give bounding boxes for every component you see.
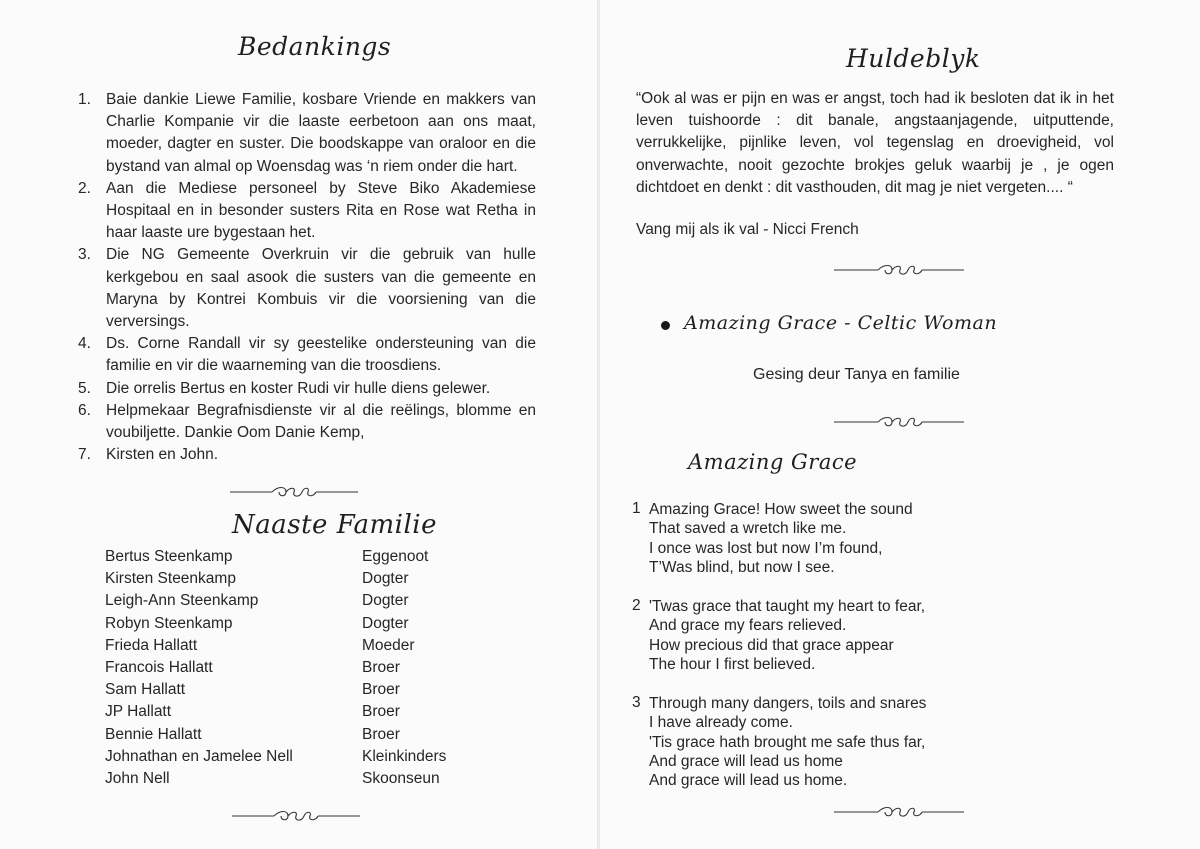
tribute-quote: “Ook al was er pijn en was er angst, toch had ik besloten dat ik in het leven tuishoorde : dit banale, angstaanjagende, uitputtende, verrukkelijke, pijnlike leven, vol tegenslag en droevigheid, vol onverwachte, nooit gezochte brokjes geluk waarbij je , je ogen dichtdoet en denkt : dit vasthouden, dit mag je niet vergeten.... “ xyxy=(636,90,1114,196)
verse-line: 'Twas grace that taught my heart to fear, xyxy=(649,598,926,615)
family-relation: Skoonseun xyxy=(362,769,440,787)
thanks-number: 1. xyxy=(78,91,91,108)
verse-number: 1 xyxy=(632,500,641,517)
family-name: Francois Hallatt xyxy=(105,658,213,676)
thanks-text: Baie dankie Liewe Familie, kosbare Vriende en makkers van Charlie Kompanie vir die laaste eerbetoon aan ons maat, moeder, dagter en suster. Die boodskappe van oraloor en die bystand van almal op Woensdag was ‘n riem onder die hart. xyxy=(106,91,536,175)
family-relation: Eggenoot xyxy=(362,548,429,565)
family-name: Bennie Hallatt xyxy=(105,725,202,743)
verse-line: And grace will lead us home. xyxy=(649,772,848,790)
thanks-number: 7. xyxy=(78,446,91,464)
table-row xyxy=(105,726,446,748)
scroll-divider-ornament xyxy=(832,262,966,278)
thanks-item xyxy=(78,89,536,178)
table-row xyxy=(105,703,446,725)
family-title: Naaste Familie xyxy=(232,510,437,540)
song-title: Amazing Grace - Celtic Woman xyxy=(684,312,998,334)
quote-source: Vang mij als ik val - Nicci French xyxy=(636,221,859,238)
scroll-divider-ornament xyxy=(230,808,362,824)
family-table xyxy=(105,548,446,792)
table-row xyxy=(105,615,446,637)
huldeblyk-title: Huldeblyk xyxy=(846,44,981,73)
family-relation: Broer xyxy=(362,658,400,676)
family-relation: Moeder xyxy=(362,636,415,654)
family-relation: Broer xyxy=(362,681,400,699)
family-relation: Broer xyxy=(362,703,400,721)
thanks-number: 6. xyxy=(78,401,91,419)
table-row xyxy=(105,681,446,703)
verse-line: The hour I first believed. xyxy=(649,655,816,673)
thanks-number: 2. xyxy=(78,179,91,197)
family-name: Johnathan en Jamelee Nell xyxy=(105,747,293,765)
thanks-item xyxy=(78,244,536,333)
bullet-icon xyxy=(661,321,670,330)
family-name: Bertus Steenkamp xyxy=(105,548,233,565)
hymn-verse xyxy=(632,597,992,674)
thanks-number: 5. xyxy=(78,379,91,397)
family-relation: Dogter xyxy=(362,592,409,610)
thanks-text: Kirsten en John. xyxy=(106,446,219,464)
verse-line: T’Was blind, but now I see. xyxy=(649,558,835,576)
left-page xyxy=(0,0,597,849)
verse-number: 3 xyxy=(632,694,641,711)
thanks-number: 4. xyxy=(78,335,91,353)
table-row xyxy=(105,570,446,592)
scroll-divider-ornament xyxy=(832,804,966,820)
thanks-item xyxy=(78,444,536,466)
verse-line: Amazing Grace! How sweet the sound xyxy=(649,501,913,518)
family-relation: Dogter xyxy=(362,614,409,632)
thanks-number: 3. xyxy=(78,246,91,264)
family-name: Frieda Hallatt xyxy=(105,636,198,654)
verse-number: 2 xyxy=(632,597,641,614)
family-name: Kirsten Steenkamp xyxy=(105,570,236,588)
scroll-divider-ornament xyxy=(228,484,360,500)
thanks-list xyxy=(78,89,536,466)
family-relation: Kleinkinders xyxy=(362,747,447,765)
family-relation: Dogter xyxy=(362,570,409,588)
table-row xyxy=(105,748,446,770)
thanks-item xyxy=(78,378,536,400)
hymn-verse xyxy=(632,500,992,577)
family-name: John Nell xyxy=(105,769,170,787)
table-row xyxy=(105,637,446,659)
table-row xyxy=(105,770,446,792)
family-name: Robyn Steenkamp xyxy=(105,614,233,632)
table-row xyxy=(105,548,446,570)
thanks-text: Ds. Corne Randall vir sy geestelike ondersteuning van die familie en vir die waarneming van die troosdiens. xyxy=(106,335,536,375)
table-row xyxy=(105,659,446,681)
verse-line: And grace will lead us home xyxy=(649,752,843,770)
table-row xyxy=(105,592,446,614)
scroll-divider-ornament xyxy=(832,414,966,430)
thanks-item xyxy=(78,333,536,377)
thanks-text: Helpmekaar Begrafnisdienste vir al die reëlings, blomme en voubiljette. Dankie Oom Danie Kemp, xyxy=(106,401,536,442)
verse-line: Through many dangers, toils and snares xyxy=(649,695,927,712)
thanks-item xyxy=(78,178,536,245)
thanks-text: Die NG Gemeente Overkruin vir die gebruik van hulle kerkgebou en saal asook die susters van die gemeente en Maryna by Kontrei Kombuis vir die voorsiening van die verversings. xyxy=(106,246,536,331)
bedankings-title: Bedankings xyxy=(238,32,392,61)
family-name: JP Hallatt xyxy=(105,703,172,721)
verse-line: That saved a wretch like me. xyxy=(649,520,847,538)
verse-line: I once was lost but now I’m found, xyxy=(649,539,883,557)
hymn-verse xyxy=(632,694,992,790)
thanks-item xyxy=(78,400,536,444)
thanks-text: Die orrelis Bertus en koster Rudi vir hulle diens gelewer. xyxy=(106,379,491,397)
song-credit: Gesing deur Tanya en familie xyxy=(753,366,960,383)
family-name: Sam Hallatt xyxy=(105,681,186,699)
family-name: Leigh-Ann Steenkamp xyxy=(105,592,259,610)
hymn-title: Amazing Grace xyxy=(688,450,858,474)
verse-line: 'Tis grace hath brought me safe thus far, xyxy=(649,733,926,751)
family-relation: Broer xyxy=(362,725,400,743)
thanks-text: Aan die Mediese personeel by Steve Biko Akademiese Hospitaal en in besonder susters Rita en Rose wat Retha in haar laaste ure bygestaan het. xyxy=(106,179,536,242)
verse-line: How precious did that grace appear xyxy=(649,636,894,654)
verse-line: And grace my fears relieved. xyxy=(649,617,847,635)
verse-line: I have already come. xyxy=(649,714,793,732)
